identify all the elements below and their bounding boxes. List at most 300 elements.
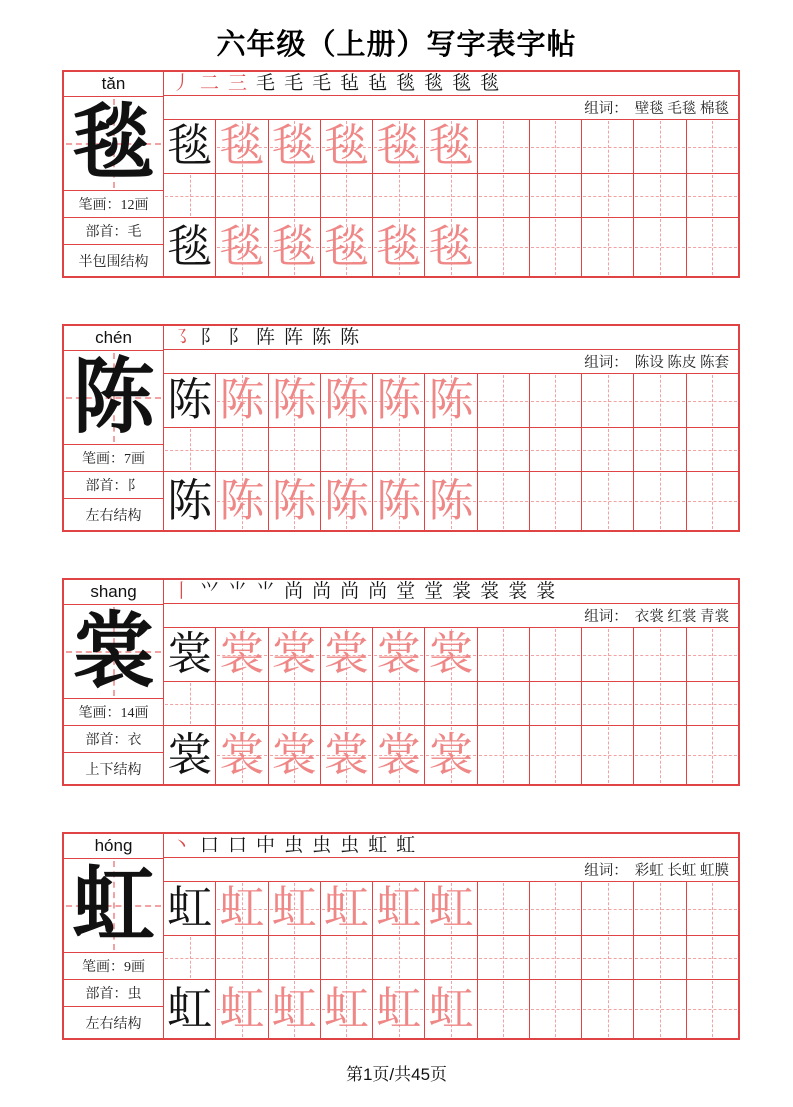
empty-practice-cell <box>634 882 686 935</box>
traced-character-cell <box>425 980 477 1038</box>
character-blocks <box>62 70 740 1086</box>
empty-practice-cell <box>582 174 634 217</box>
traced-character-cell <box>216 628 268 681</box>
stroke-count-row <box>64 191 163 218</box>
example-character-cell <box>164 882 216 935</box>
traced-character-cell <box>425 120 477 173</box>
stroke-step: 裳 <box>480 581 500 602</box>
empty-practice-cell <box>582 428 634 471</box>
empty-practice-cell <box>478 120 530 173</box>
traced-character-cell <box>216 218 268 276</box>
stroke-step: 阵 <box>256 327 276 348</box>
empty-practice-cell <box>530 980 582 1038</box>
radical-row <box>64 980 163 1007</box>
stroke-order-row <box>164 326 738 350</box>
traced-character: 毯 <box>376 221 422 272</box>
structure-row <box>64 1007 163 1038</box>
pinyin-label: hóng <box>64 834 163 859</box>
stroke-order-row <box>164 72 738 96</box>
traced-character-cell <box>321 218 373 276</box>
radical-row <box>64 218 163 245</box>
example-character-cell <box>164 980 216 1038</box>
radical-row <box>64 726 163 753</box>
traced-character: 虹 <box>376 883 422 933</box>
traced-character: 裳 <box>428 629 474 679</box>
radical-row <box>64 472 163 499</box>
traced-character: 裳 <box>323 729 369 780</box>
traced-character: 裳 <box>271 729 317 780</box>
practice-area <box>164 326 738 530</box>
example-character-cell <box>164 374 216 427</box>
empty-practice-cell <box>373 174 425 217</box>
empty-practice-cell <box>425 174 477 217</box>
traced-character-cell <box>321 882 373 935</box>
character-block <box>62 578 740 786</box>
stroke-step: 裳 <box>536 581 556 602</box>
empty-practice-cell <box>478 218 530 276</box>
stroke-step: 毛 <box>284 73 304 94</box>
example-character: 毯 <box>167 121 213 171</box>
main-character-cell <box>64 97 163 191</box>
example-character: 毯 <box>167 221 213 272</box>
example-character-cell <box>164 726 216 784</box>
stroke-step: 虫 <box>312 835 332 856</box>
radical-label: 部首： <box>85 987 128 1002</box>
word-compounds-row <box>164 858 738 882</box>
stroke-step: 虹 <box>368 835 388 856</box>
empty-practice-cell <box>216 428 268 471</box>
stroke-count-label: 笔画： <box>82 960 124 975</box>
empty-practice-cell <box>321 936 373 979</box>
traced-character: 裳 <box>219 729 265 780</box>
stroke-count-row <box>64 445 163 472</box>
empty-practice-cell <box>478 726 530 784</box>
traced-character: 陈 <box>271 475 317 526</box>
structure-value: 左右结构 <box>85 508 142 524</box>
traced-character: 毯 <box>219 121 265 171</box>
stroke-step: 尚 <box>312 581 332 602</box>
radical-value: 毛 <box>127 225 142 240</box>
structure-row <box>64 245 163 276</box>
words-value: 彩虹 长虹 虹膜 <box>634 863 729 879</box>
empty-practice-cell <box>687 374 738 427</box>
character-info-column <box>64 326 164 530</box>
words-label: 组词： <box>584 101 628 117</box>
traced-character: 陈 <box>428 375 474 425</box>
traced-character: 陈 <box>323 375 369 425</box>
stroke-step: ⺌ <box>228 581 248 602</box>
empty-practice-cell <box>425 936 477 979</box>
pinyin-label: shang <box>64 580 163 605</box>
stroke-step: 陈 <box>312 327 332 348</box>
empty-practice-cell <box>269 682 321 725</box>
empty-practice-cell <box>530 472 582 530</box>
traced-character: 虹 <box>323 883 369 933</box>
traced-character-cell <box>373 628 425 681</box>
practice-row <box>164 726 738 784</box>
empty-practice-cell <box>425 428 477 471</box>
stroke-step: 毯 <box>452 73 472 94</box>
example-character: 陈 <box>167 475 213 526</box>
traced-character: 毯 <box>428 221 474 272</box>
example-character-cell <box>164 472 216 530</box>
stroke-count-label: 笔画： <box>78 706 121 721</box>
empty-practice-cell <box>687 428 738 471</box>
empty-practice-cell <box>582 472 634 530</box>
stroke-step: 阵 <box>284 327 304 348</box>
example-character: 裳 <box>167 629 213 679</box>
empty-practice-cell <box>634 726 686 784</box>
pinyin-label: chén <box>64 326 163 351</box>
empty-practice-cell <box>634 980 686 1038</box>
traced-character: 虹 <box>428 983 474 1034</box>
stroke-step: 阝 <box>200 327 220 348</box>
stroke-count-value: 7画 <box>124 452 145 467</box>
stroke-step: 堂 <box>424 581 444 602</box>
traced-character: 虹 <box>271 983 317 1034</box>
traced-character-cell <box>373 472 425 530</box>
words-value: 衣裳 红裳 青裳 <box>634 609 729 625</box>
empty-practice-cell <box>478 980 530 1038</box>
traced-character: 虹 <box>271 883 317 933</box>
traced-character-cell <box>269 120 321 173</box>
empty-practice-cell <box>164 936 216 979</box>
character-info-column <box>64 834 164 1038</box>
empty-practice-cell <box>478 682 530 725</box>
stroke-step: 口 <box>228 835 248 856</box>
empty-practice-cell <box>321 174 373 217</box>
words-label: 组词： <box>584 355 628 371</box>
empty-practice-cell <box>582 120 634 173</box>
empty-practice-row <box>164 682 738 726</box>
empty-practice-cell <box>269 428 321 471</box>
traced-character: 裳 <box>428 729 474 780</box>
practice-area <box>164 580 738 784</box>
traced-character-cell <box>216 882 268 935</box>
stroke-count-value: 14画 <box>120 706 149 721</box>
traced-character: 虹 <box>323 983 369 1034</box>
example-character-cell <box>164 218 216 276</box>
traced-character-cell <box>269 374 321 427</box>
traced-character: 毯 <box>271 221 317 272</box>
structure-value: 半包围结构 <box>78 254 149 270</box>
radical-value: 虫 <box>127 987 142 1002</box>
traced-character-cell <box>425 882 477 935</box>
traced-character: 虹 <box>219 883 265 933</box>
practice-area <box>164 72 738 276</box>
practice-area <box>164 834 738 1038</box>
stroke-count-label: 笔画： <box>78 198 121 213</box>
structure-value: 上下结构 <box>85 762 142 778</box>
traced-character-cell <box>269 882 321 935</box>
traced-character: 裳 <box>376 629 422 679</box>
traced-character-cell <box>216 980 268 1038</box>
radical-value: 衣 <box>127 733 142 748</box>
traced-character-cell <box>373 726 425 784</box>
example-character: 陈 <box>167 375 213 425</box>
empty-practice-cell <box>687 628 738 681</box>
empty-practice-cell <box>634 428 686 471</box>
empty-practice-cell <box>478 936 530 979</box>
traced-character-cell <box>425 374 477 427</box>
example-character: 虹 <box>167 983 213 1034</box>
empty-practice-cell <box>582 628 634 681</box>
stroke-step: 口 <box>200 835 220 856</box>
empty-practice-cell <box>687 120 738 173</box>
stroke-count-row <box>64 699 163 726</box>
words-label: 组词： <box>584 609 628 625</box>
traced-character-cell <box>321 628 373 681</box>
empty-practice-cell <box>634 218 686 276</box>
empty-practice-row <box>164 936 738 980</box>
traced-character-cell <box>373 218 425 276</box>
empty-practice-row <box>164 428 738 472</box>
radical-label: 部首： <box>85 225 128 240</box>
stroke-step: 虹 <box>396 835 416 856</box>
empty-practice-cell <box>687 682 738 725</box>
words-value: 壁毯 毛毯 棉毯 <box>634 101 729 117</box>
traced-character-cell <box>373 120 425 173</box>
practice-row <box>164 472 738 530</box>
traced-character: 裳 <box>271 629 317 679</box>
stroke-order-row <box>164 580 738 604</box>
traced-character: 陈 <box>219 475 265 526</box>
traced-character: 虹 <box>219 983 265 1034</box>
empty-practice-cell <box>164 682 216 725</box>
empty-practice-cell <box>478 472 530 530</box>
empty-practice-cell <box>687 726 738 784</box>
traced-character: 虹 <box>376 983 422 1034</box>
empty-practice-cell <box>687 882 738 935</box>
empty-practice-cell <box>582 980 634 1038</box>
empty-practice-cell <box>582 374 634 427</box>
empty-practice-cell <box>530 936 582 979</box>
word-compounds-row <box>164 350 738 374</box>
empty-practice-cell <box>216 682 268 725</box>
stroke-count-value: 12画 <box>120 198 149 213</box>
traced-character-cell <box>216 726 268 784</box>
empty-practice-cell <box>634 628 686 681</box>
stroke-step: 虫 <box>284 835 304 856</box>
empty-practice-cell <box>530 218 582 276</box>
traced-character: 虹 <box>428 883 474 933</box>
example-character: 虹 <box>167 883 213 933</box>
traced-character-cell <box>373 882 425 935</box>
main-character: 陈 <box>72 351 155 443</box>
stroke-step: 尚 <box>368 581 388 602</box>
stroke-step: 丨 <box>172 581 192 602</box>
stroke-step: 毡 <box>340 73 360 94</box>
traced-character-cell <box>321 374 373 427</box>
empty-practice-cell <box>530 682 582 725</box>
empty-practice-cell <box>530 882 582 935</box>
traced-character: 陈 <box>219 375 265 425</box>
empty-practice-cell <box>478 174 530 217</box>
stroke-step: 裳 <box>452 581 472 602</box>
empty-practice-cell <box>373 682 425 725</box>
traced-character-cell <box>269 726 321 784</box>
empty-practice-cell <box>373 936 425 979</box>
empty-practice-cell <box>216 174 268 217</box>
stroke-step: 裳 <box>508 581 528 602</box>
stroke-step: 毡 <box>368 73 388 94</box>
stroke-step: 毯 <box>480 73 500 94</box>
structure-value: 左右结构 <box>85 1016 142 1032</box>
radical-value: 阝 <box>127 479 142 494</box>
practice-row <box>164 882 738 936</box>
words-label: 组词： <box>584 863 628 879</box>
practice-row <box>164 374 738 428</box>
word-compounds-row <box>164 604 738 628</box>
empty-practice-cell <box>530 726 582 784</box>
stroke-step: 丿 <box>172 73 192 94</box>
traced-character-cell <box>373 374 425 427</box>
traced-character-cell <box>216 120 268 173</box>
stroke-step: 毛 <box>256 73 276 94</box>
empty-practice-cell <box>530 374 582 427</box>
stroke-step: ⺌ <box>256 581 276 602</box>
empty-practice-cell <box>582 682 634 725</box>
practice-row <box>164 218 738 276</box>
structure-row <box>64 753 163 784</box>
traced-character: 陈 <box>271 375 317 425</box>
empty-practice-cell <box>478 628 530 681</box>
empty-practice-cell <box>269 174 321 217</box>
traced-character-cell <box>216 374 268 427</box>
word-compounds-row <box>164 96 738 120</box>
stroke-count-row <box>64 953 163 980</box>
words-value: 陈设 陈皮 陈套 <box>634 355 729 371</box>
traced-character: 毯 <box>323 221 369 272</box>
traced-character: 毯 <box>271 121 317 171</box>
stroke-count-value: 9画 <box>124 960 145 975</box>
empty-practice-cell <box>582 936 634 979</box>
stroke-step: 三 <box>228 73 248 94</box>
traced-character-cell <box>321 472 373 530</box>
empty-practice-cell <box>582 882 634 935</box>
empty-practice-cell <box>530 428 582 471</box>
empty-practice-cell <box>687 472 738 530</box>
traced-character-cell <box>425 218 477 276</box>
example-character: 裳 <box>167 729 213 780</box>
traced-character-cell <box>321 726 373 784</box>
main-character-cell <box>64 859 163 953</box>
empty-practice-cell <box>269 936 321 979</box>
empty-practice-cell <box>582 218 634 276</box>
traced-character: 毯 <box>219 221 265 272</box>
stroke-step: 堂 <box>396 581 416 602</box>
stroke-step: 陈 <box>340 327 360 348</box>
stroke-step: 阝 <box>228 327 248 348</box>
stroke-count-label: 笔画： <box>82 452 124 467</box>
practice-row <box>164 980 738 1038</box>
practice-row <box>164 120 738 174</box>
empty-practice-cell <box>530 628 582 681</box>
empty-practice-cell <box>582 726 634 784</box>
traced-character-cell <box>425 726 477 784</box>
main-character-cell <box>64 605 163 699</box>
empty-practice-cell <box>687 218 738 276</box>
empty-practice-cell <box>216 936 268 979</box>
traced-character-cell <box>373 980 425 1038</box>
traced-character: 毯 <box>376 121 422 171</box>
traced-character-cell <box>269 980 321 1038</box>
radical-label: 部首： <box>85 733 128 748</box>
stroke-order-row <box>164 834 738 858</box>
character-info-column <box>64 580 164 784</box>
empty-practice-cell <box>687 980 738 1038</box>
traced-character-cell <box>216 472 268 530</box>
empty-practice-cell <box>634 374 686 427</box>
empty-practice-cell <box>164 428 216 471</box>
empty-practice-cell <box>321 428 373 471</box>
traced-character: 陈 <box>376 375 422 425</box>
empty-practice-cell <box>634 472 686 530</box>
empty-practice-cell <box>687 174 738 217</box>
main-character: 裳 <box>72 605 155 697</box>
stroke-step: 毛 <box>312 73 332 94</box>
traced-character-cell <box>269 628 321 681</box>
character-block <box>62 70 740 278</box>
pinyin-label: tǎn <box>64 72 163 97</box>
radical-label: 部首： <box>85 479 128 494</box>
stroke-step: 中 <box>256 835 276 856</box>
stroke-step: 虫 <box>340 835 360 856</box>
structure-row <box>64 499 163 530</box>
traced-character-cell <box>425 628 477 681</box>
example-character-cell <box>164 628 216 681</box>
traced-character: 毯 <box>428 121 474 171</box>
traced-character: 陈 <box>376 475 422 526</box>
stroke-step: 二 <box>200 73 220 94</box>
empty-practice-cell <box>530 120 582 173</box>
stroke-step: ⺍ <box>200 581 220 602</box>
page-number: 第1页/共45页 <box>345 1065 448 1084</box>
empty-practice-cell <box>634 936 686 979</box>
traced-character: 裳 <box>376 729 422 780</box>
empty-practice-cell <box>321 682 373 725</box>
empty-practice-cell <box>478 374 530 427</box>
character-block <box>62 832 740 1040</box>
traced-character: 裳 <box>323 629 369 679</box>
traced-character: 陈 <box>428 475 474 526</box>
main-character: 毯 <box>72 97 155 189</box>
empty-practice-row <box>164 174 738 218</box>
traced-character: 裳 <box>219 629 265 679</box>
traced-character-cell <box>269 472 321 530</box>
stroke-step: 毯 <box>424 73 444 94</box>
stroke-step: 毯 <box>396 73 416 94</box>
main-character: 虹 <box>72 859 155 951</box>
traced-character: 毯 <box>323 121 369 171</box>
empty-practice-cell <box>687 936 738 979</box>
empty-practice-cell <box>478 428 530 471</box>
empty-practice-cell <box>634 682 686 725</box>
stroke-step: 尚 <box>284 581 304 602</box>
traced-character-cell <box>269 218 321 276</box>
practice-row <box>164 628 738 682</box>
main-character-cell <box>64 351 163 445</box>
empty-practice-cell <box>634 120 686 173</box>
empty-practice-cell <box>373 428 425 471</box>
empty-practice-cell <box>634 174 686 217</box>
empty-practice-cell <box>478 882 530 935</box>
empty-practice-cell <box>530 174 582 217</box>
stroke-step: 丶 <box>172 835 192 856</box>
traced-character-cell <box>425 472 477 530</box>
traced-character-cell <box>321 120 373 173</box>
character-block <box>62 324 740 532</box>
